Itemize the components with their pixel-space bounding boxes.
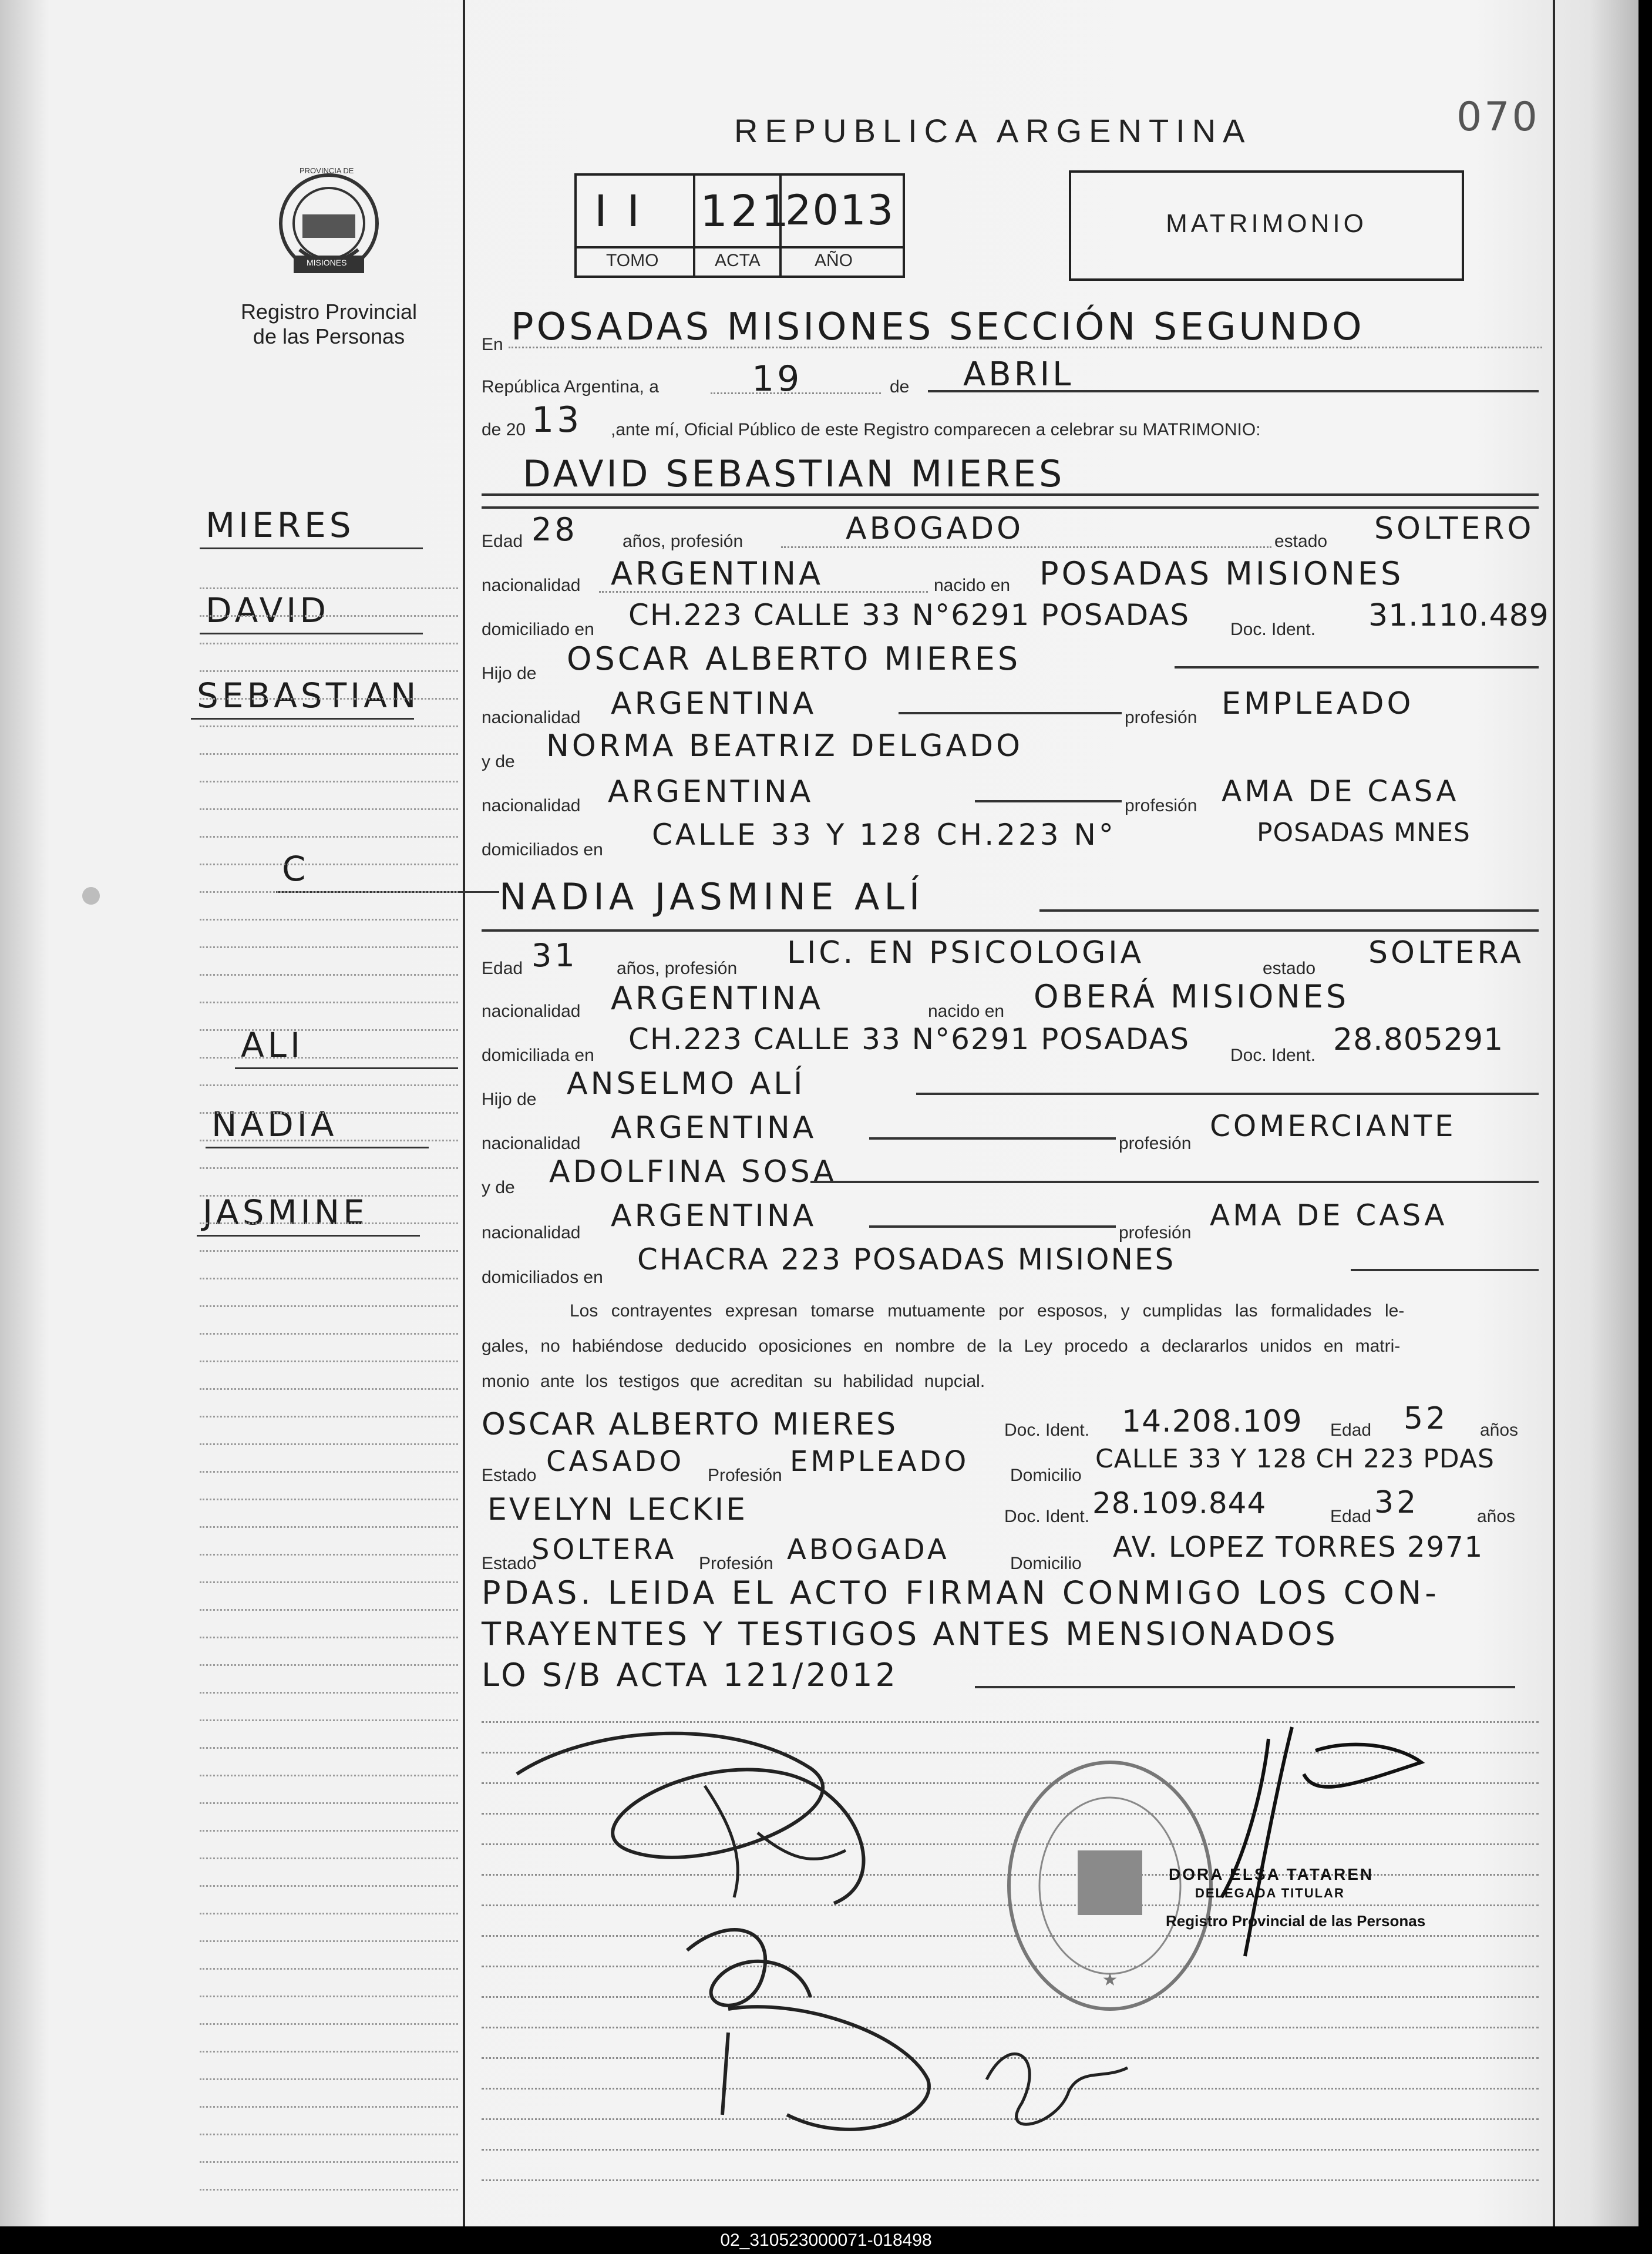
groom-birthplace: POSADAS MISIONES [1039,555,1404,592]
witness1-age: 52 [1404,1401,1449,1436]
margin-rule [200,1692,458,1694]
margin-rule [200,1775,458,1776]
margin-rule [200,2023,458,2025]
year-prefix: de 20 [482,420,526,439]
bride-nationality: ARGENTINA [611,980,824,1017]
margin-rule [200,1167,458,1169]
margin-rule [200,670,458,672]
margin-rule [200,1222,458,1224]
groom-father: OSCAR ALBERTO MIERES [567,640,1021,677]
page-number: 070 [1456,94,1540,140]
witness2-address: AV. LOPEZ TORRES 2971 [1113,1531,1484,1564]
margin-rule [200,1416,458,1417]
margin-rule [200,1471,458,1473]
bride-father: ANSELMO ALÍ [567,1066,806,1101]
groom-mother-profession: AMA DE CASA [1222,774,1459,808]
footer-id: 02_310523000071-018498 [720,2231,932,2250]
margin-name: SEBASTIAN [197,676,420,715]
margin-rule [200,2078,458,2080]
margin-rule [200,1609,458,1611]
declaration-line3: monio ante los testigos que acreditan su habilidad nupcial. [482,1372,985,1391]
record-type: MATRIMONIO [1166,209,1367,238]
place-value: POSADAS MISIONES SECCIÓN SEGUNDO [511,305,1365,349]
bride-parents-address: CHACRA 223 POSADAS MISIONES [637,1242,1176,1277]
bride-father-nationality: ARGENTINA [611,1110,817,1146]
margin-rule [200,2189,458,2191]
province-seal-logo: PROVINCIA DE MISIONES [276,167,382,285]
official-name: DORA ELSA TATAREN [1169,1865,1374,1883]
margin-name: ALI [241,1025,304,1065]
bride-mother: ADOLFINA SOSA [549,1154,837,1190]
margin-rule [200,1361,458,1362]
tomo-value: I I [594,186,643,237]
closing-line2: TRAYENTES Y TESTIGOS ANTES MENSIONADOS [482,1615,1338,1652]
witness2-doc: 28.109.844 [1092,1486,1267,1520]
binder-hole [82,887,100,905]
closing-line1: PDAS. LEIDA EL ACTO FIRMAN CONMIGO LOS CON- [482,1574,1440,1611]
margin-name: C [282,849,309,889]
margin-rule [200,1802,458,1804]
day-value: 19 [752,358,803,399]
witness2-status: SOLTERA [531,1533,677,1566]
witness1-profession: EMPLEADO [790,1445,970,1478]
left-margin-line [463,0,465,2226]
groom-address: CH.223 CALLE 33 N°6291 POSADAS [628,598,1190,632]
groom-doc: 31.110.489 [1368,598,1549,633]
witness1-name: OSCAR ALBERTO MIERES [482,1407,898,1442]
margin-rule [200,2134,458,2135]
witness2-age: 32 [1374,1485,1419,1520]
bride-doc: 28.805291 [1333,1022,1504,1057]
groom-age: 28 [531,511,578,548]
bride-mother-nationality: ARGENTINA [611,1198,817,1234]
groom-mother-nationality: ARGENTINA [608,774,814,809]
official-office: Registro Provincial de las Personas [1166,1912,1426,1930]
margin-rule [200,1664,458,1666]
groom-nationality: ARGENTINA [611,555,824,592]
margin-name: MIERES [206,505,355,545]
margin-rule [200,1637,458,1638]
margin-rule [200,1305,458,1307]
margin-rule [200,1140,458,1141]
margin-rule [200,781,458,782]
anio-value: 2013 [785,186,895,234]
acta-value: 121 [700,186,792,237]
footer-bar [0,2226,1652,2254]
intro-statement: ,ante mí, Oficial Público de este Registro comparecen a celebrar su MATRIMONIO: [611,420,1261,439]
margin-rule [200,1029,458,1031]
margin-rule [200,1526,458,1528]
anio-label: AÑO [815,251,853,270]
margin-name: JASMINE [203,1192,368,1232]
groom-mother: NORMA BEATRIZ DELGADO [546,728,1024,764]
margin-rule [200,1250,458,1252]
margin-rule [200,1278,458,1279]
country-heading: REPUBLICA ARGENTINA [734,112,1252,149]
bride-name: NADIA JASMINE ALÍ [499,875,925,918]
margin-rule [200,2051,458,2053]
margin-rule [200,864,458,865]
margin-rule [200,753,458,755]
witness2-name: EVELYN LECKIE [487,1492,748,1527]
margin-name: DAVID [206,590,330,630]
witness1-doc: 14.208.109 [1122,1404,1303,1439]
en-label: En [482,335,503,354]
margin-rule [200,643,458,644]
margin-rule [200,891,458,893]
de-label: de [890,377,910,397]
margin-rule [200,1747,458,1749]
official-title: DELEGADA TITULAR [1195,1886,1345,1900]
groom-name: DAVID SEBASTIAN MIERES [523,452,1065,495]
margin-rule [200,1913,458,1914]
margin-rule [200,1084,458,1086]
margin-rule [200,1112,458,1114]
republica-label: República Argentina, a [482,377,659,397]
year-suffix: 13 [531,399,583,441]
margin-rule [200,1857,458,1859]
groom-status: SOLTERO [1374,511,1535,546]
margin-rule [200,1996,458,1997]
svg-text:★: ★ [1102,1970,1118,1990]
margin-rule [200,836,458,838]
margin-rule [200,698,458,700]
margin-rule [200,1968,458,1970]
margin-rule [200,615,458,617]
witness2-profession: ABOGADA [787,1533,950,1566]
groom-father-profession: EMPLEADO [1222,686,1414,721]
margin-rule [200,1554,458,1556]
bride-mother-profession: AMA DE CASA [1210,1198,1448,1232]
groom-parents-address: CALLE 33 Y 128 CH.223 N° [652,818,1116,852]
bride-profession: LIC. EN PSICOLOGIA [787,935,1145,970]
witness1-address: CALLE 33 Y 128 CH 223 PDAS [1095,1444,1495,1474]
margin-rule [200,919,458,921]
groom-parents-city: POSADAS MNES [1257,818,1471,848]
margin-rule [200,1499,458,1500]
margin-rule [200,2161,458,2163]
margin-rule [200,1830,458,1832]
groom-profession: ABOGADO [846,511,1024,546]
margin-rule [200,1195,458,1197]
bride-address: CH.223 CALLE 33 N°6291 POSADAS [628,1022,1190,1056]
bride-age: 31 [531,937,578,974]
margin-rule [200,1057,458,1059]
declaration-line1: Los contrayentes expresan tomarse mutuamente por esposos, y cumplidas las formalidades le- [570,1301,1405,1321]
margin-rule [200,1719,458,1721]
margin-rule [200,946,458,948]
declaration-line2: gales, no habiéndose deducido oposiciones en nombre de la Ley procedo a declararlos unidos en matri- [482,1336,1401,1356]
groom-father-nationality: ARGENTINA [611,686,817,721]
month-value: ABRIL [963,355,1074,394]
acta-label: ACTA [715,251,761,270]
margin-rule [200,1940,458,1942]
margin-rule [200,1333,458,1335]
agency-name: Registro Provincial de las Personas [240,300,418,348]
bride-father-profession: COMERCIANTE [1210,1109,1456,1143]
margin-name: NADIA [211,1104,338,1144]
record-type-box [1069,170,1464,281]
closing-line3: LO S/B ACTA 121/2012 [482,1657,899,1694]
record-number-box [574,173,905,278]
bride-status: SOLTERA [1368,935,1524,970]
margin-rule [200,2106,458,2108]
bride-birthplace: OBERÁ MISIONES [1034,978,1350,1015]
margin-rule [200,587,458,589]
margin-rule [200,1581,458,1583]
margin-rule [200,1002,458,1003]
margin-rule [200,1388,458,1390]
margin-rule [200,1443,458,1445]
margin-rule [200,808,458,810]
signatures [482,1704,1568,2203]
tomo-label: TOMO [606,251,659,270]
margin-rule [200,725,458,727]
margin-rule [200,1885,458,1887]
witness1-status: CASADO [546,1445,685,1478]
margin-rule [200,974,458,976]
document-page: 070 REPUBLICA ARGENTINA PROVINCIA DE MISIONES Registro Provincial de las Personas I I 121 2013 TOMO ACTA AÑO MATRIMONIO MIERES DAVID SEBASTIAN C ALI NADIA JASMINE En POSADAS MISIONES SECCIÓN SEGUNDO República Argentina, a 19 de ABRIL de 20 13 ,ante mí, Oficial Público de este Registro comparecen a celebrar su MATRIMONIO: DAVID SEBASTIAN MIERES Edad 28 años, profesión ABOGADO estado SOLTERO nacionalidad ARGENTINA nacido en POSADAS MISIONES domiciliado en CH.223 CALLE 33 N°6291 POSADAS Doc. Ident. 31.110.489 Hijo de OSCAR ALBERTO MIERES nacionalidad ARGENTINA profesión EMPLEADO y de NORMA BEATRIZ DELGADO nacionalidad ARGENTINA profesión AMA DE CASA domiciliados en CALLE 33 Y 128 CH.223 N° POSADAS MNES NADIA JASMINE ALÍ Edad 31 años, profesión LIC. EN PSICOLOGIA estado SOLTERA nacionalidad ARGENTINA nacido en OBERÁ MISIONES domiciliada en CH.223 CALLE 33 N°6291 POSADAS Doc. Ident. 28.805291 Hijo de ANSELMO ALÍ nacionalidad ARGENTINA profesión COMERCIANTE y de ADOLFINA SOSA nacionalidad ARGENTINA profesión AMA DE CASA domiciliados en CHACRA 223 POSADAS MISIONES Los contrayentes expresan tomarse mutuamente por esposos, y cumplidas las formalidades le- gales, no habiéndose deducido oposiciones en nombre de la Ley procedo a declararlos unidos en matri- monio ante los testigos que acreditan su habilidad nupcial. OSCAR ALBERTO MIERES Doc. Ident. 14.208.109 Edad 52 años Estado CASADO Profesión EMPLEADO Domicilio CALLE 33 Y 128 CH 223 PDAS EVELYN LECKIE Doc. Ident. 28.109.844 Edad 32 años Estado SOLTERA Profesión ABOGADA Domicilio AV. LOPEZ TORRES 2971 PDAS. LEIDA EL ACTO FIRMAN CONMIGO LOS CON- TRAYENTES Y TESTIGOS ANTES MENSIONADOS LO S/B ACTA 121/2012 ★ DORA ELSA TATAREN DELEGADA TITULAR Registro Provincial de las Personas [0,0,1638,2226]
